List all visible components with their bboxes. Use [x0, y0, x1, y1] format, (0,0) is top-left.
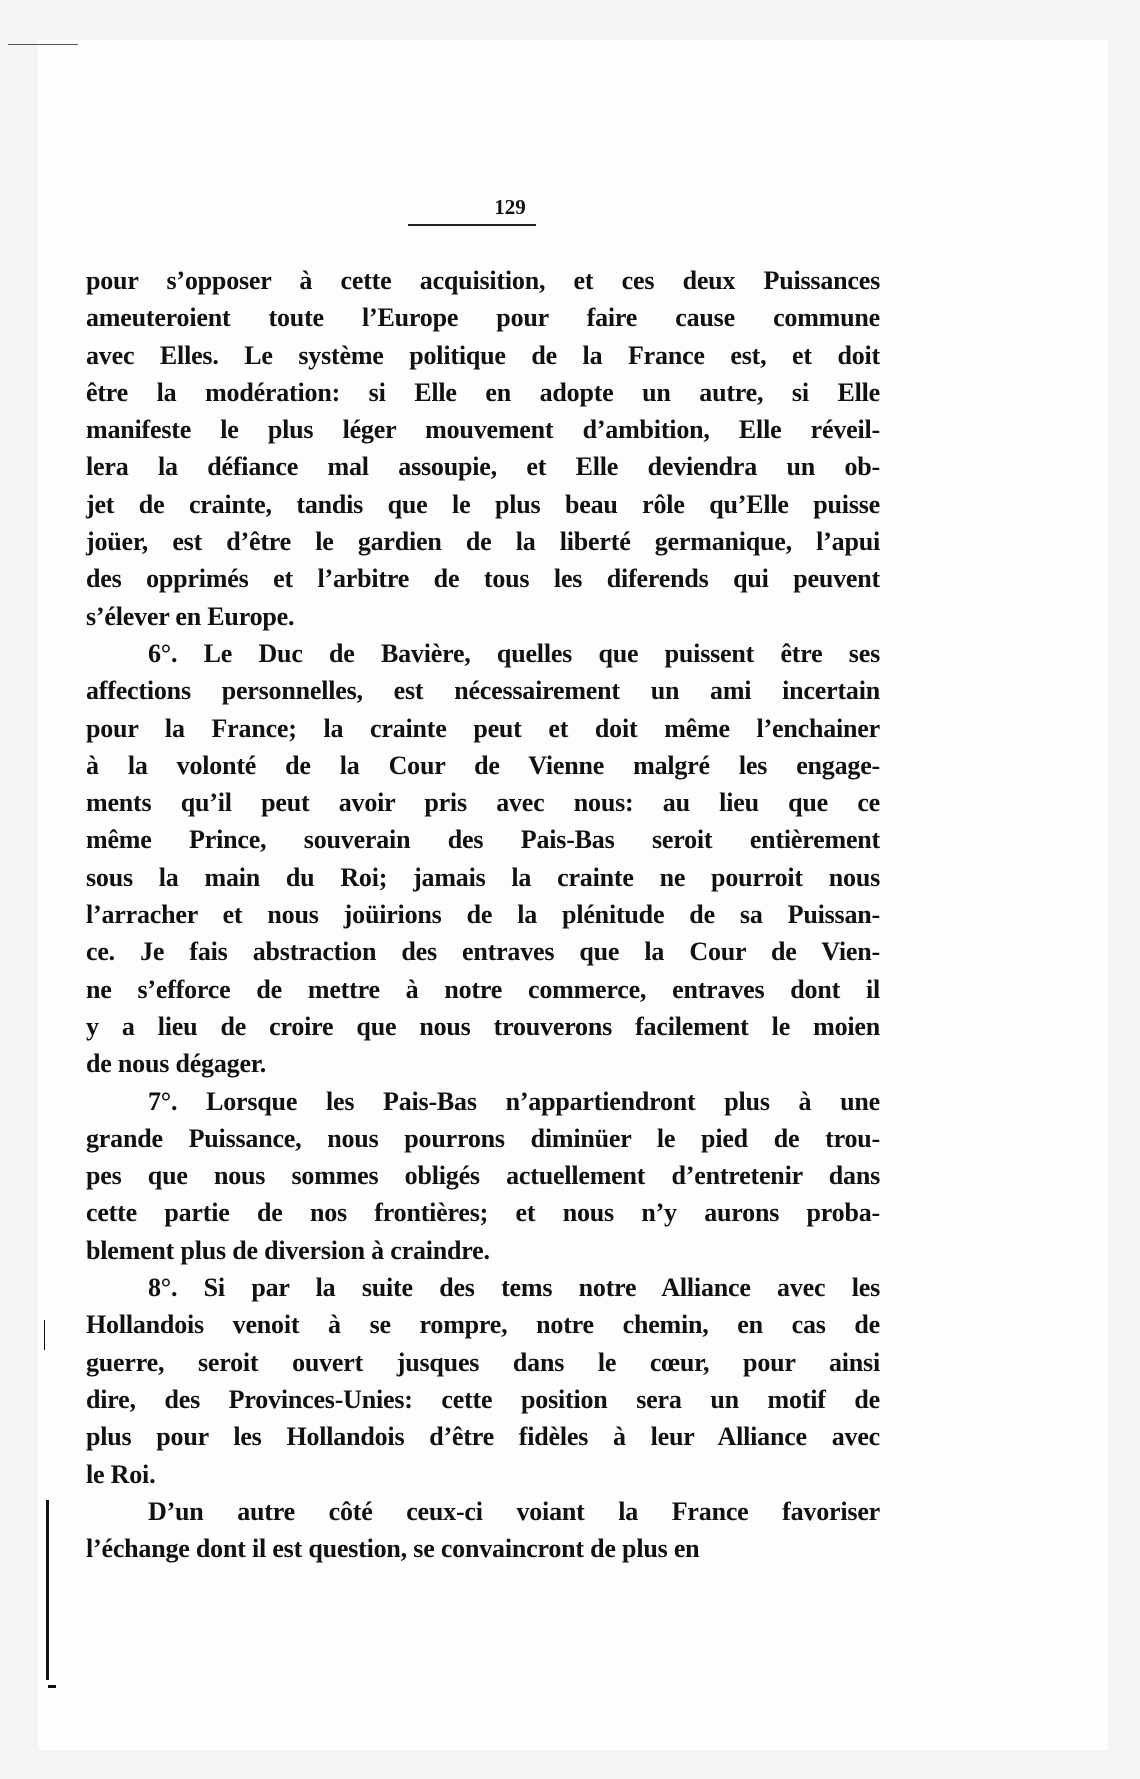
text-line: avec Elles. Le système politique de la France est, et doit: [86, 340, 880, 370]
text-line: pour la France; la crainte peut et doit même l’enchainer: [86, 713, 880, 743]
text-line: ments qu’il peut avoir pris avec nous: au lieu que ce: [86, 788, 880, 818]
text-line: guerre, seroit ouvert jusques dans le cœur, pour ainsi: [86, 1347, 880, 1377]
text-line: l’échange dont il est question, se convaincront de plus en: [86, 1534, 700, 1564]
text-line: lera la défiance mal assoupie, et Elle deviendra un ob-: [86, 452, 880, 482]
scan-artifact: [8, 44, 78, 45]
text-line: 8°. Si par la suite des tems notre Alliance avec les: [148, 1273, 880, 1303]
text-line: joüer, est d’être le gardien de la liberté germanique, l’apui: [86, 527, 880, 557]
page-number: 129: [494, 195, 526, 219]
text-line: D’un autre côté ceux-ci voiant la France favoriser: [148, 1496, 880, 1526]
text-line: jet de crainte, tandis que le plus beau rôle qu’Elle puisse: [86, 489, 880, 519]
text-line: dire, des Provinces-Unies: cette position sera un motif de: [86, 1384, 880, 1414]
page-body-text: [86, 262, 880, 1567]
text-line: s’élever en Europe.: [86, 601, 295, 631]
text-line: plus pour les Hollandois d’être fidèles à leur Alliance avec: [86, 1422, 880, 1452]
text-line: ce. Je fais abstraction des entraves que la Cour de Vien-: [86, 937, 880, 967]
text-line: affections personnelles, est nécessairement un ami incertain: [86, 676, 880, 706]
page-number-rule: [408, 224, 536, 226]
text-line: le Roi.: [86, 1459, 156, 1489]
text-line: de nous dégager.: [86, 1049, 267, 1079]
text-line: grande Puissance, nous pourrons diminüer le pied de trou-: [86, 1123, 880, 1153]
scan-artifact: [48, 1685, 56, 1688]
text-line: être la modération: si Elle en adopte un autre, si Elle: [86, 377, 880, 407]
text-line: 6°. Le Duc de Bavière, quelles que puissent être ses: [148, 638, 880, 668]
text-line: l’arracher et nous joüirions de la plénitude de sa Puissan-: [86, 900, 880, 930]
text-line: pes que nous sommes obligés actuellement d’entretenir dans: [86, 1161, 880, 1191]
text-line: cette partie de nos frontières; et nous n’y aurons proba-: [86, 1198, 880, 1228]
text-line: blement plus de diversion à craindre.: [86, 1235, 490, 1265]
text-line: des opprimés et l’arbitre de tous les diferends qui peuvent: [86, 564, 880, 594]
text-line: ne s’efforce de mettre à notre commerce, entraves dont il: [86, 974, 880, 1004]
text-line: manifeste le plus léger mouvement d’ambition, Elle réveil-: [86, 415, 880, 445]
text-line: y a lieu de croire que nous trouverons facilement le moien: [86, 1011, 880, 1041]
text-line: ameuteroient toute l’Europe pour faire cause commune: [86, 303, 880, 333]
text-line: 7°. Lorsque les Pais-Bas n’appartiendront plus à une: [148, 1086, 880, 1116]
text-line: à la volonté de la Cour de Vienne malgré les engage-: [86, 750, 880, 780]
text-line: Hollandois venoit à se rompre, notre chemin, en cas de: [86, 1310, 880, 1340]
scan-artifact: [44, 1320, 45, 1350]
text-line: même Prince, souverain des Pais-Bas seroit entièrement: [86, 825, 880, 855]
text-line: pour s’opposer à cette acquisition, et ces deux Puissances: [86, 266, 880, 295]
text-line: sous la main du Roi; jamais la crainte ne pourroit nous: [86, 862, 880, 892]
scan-artifact: [46, 1500, 49, 1680]
